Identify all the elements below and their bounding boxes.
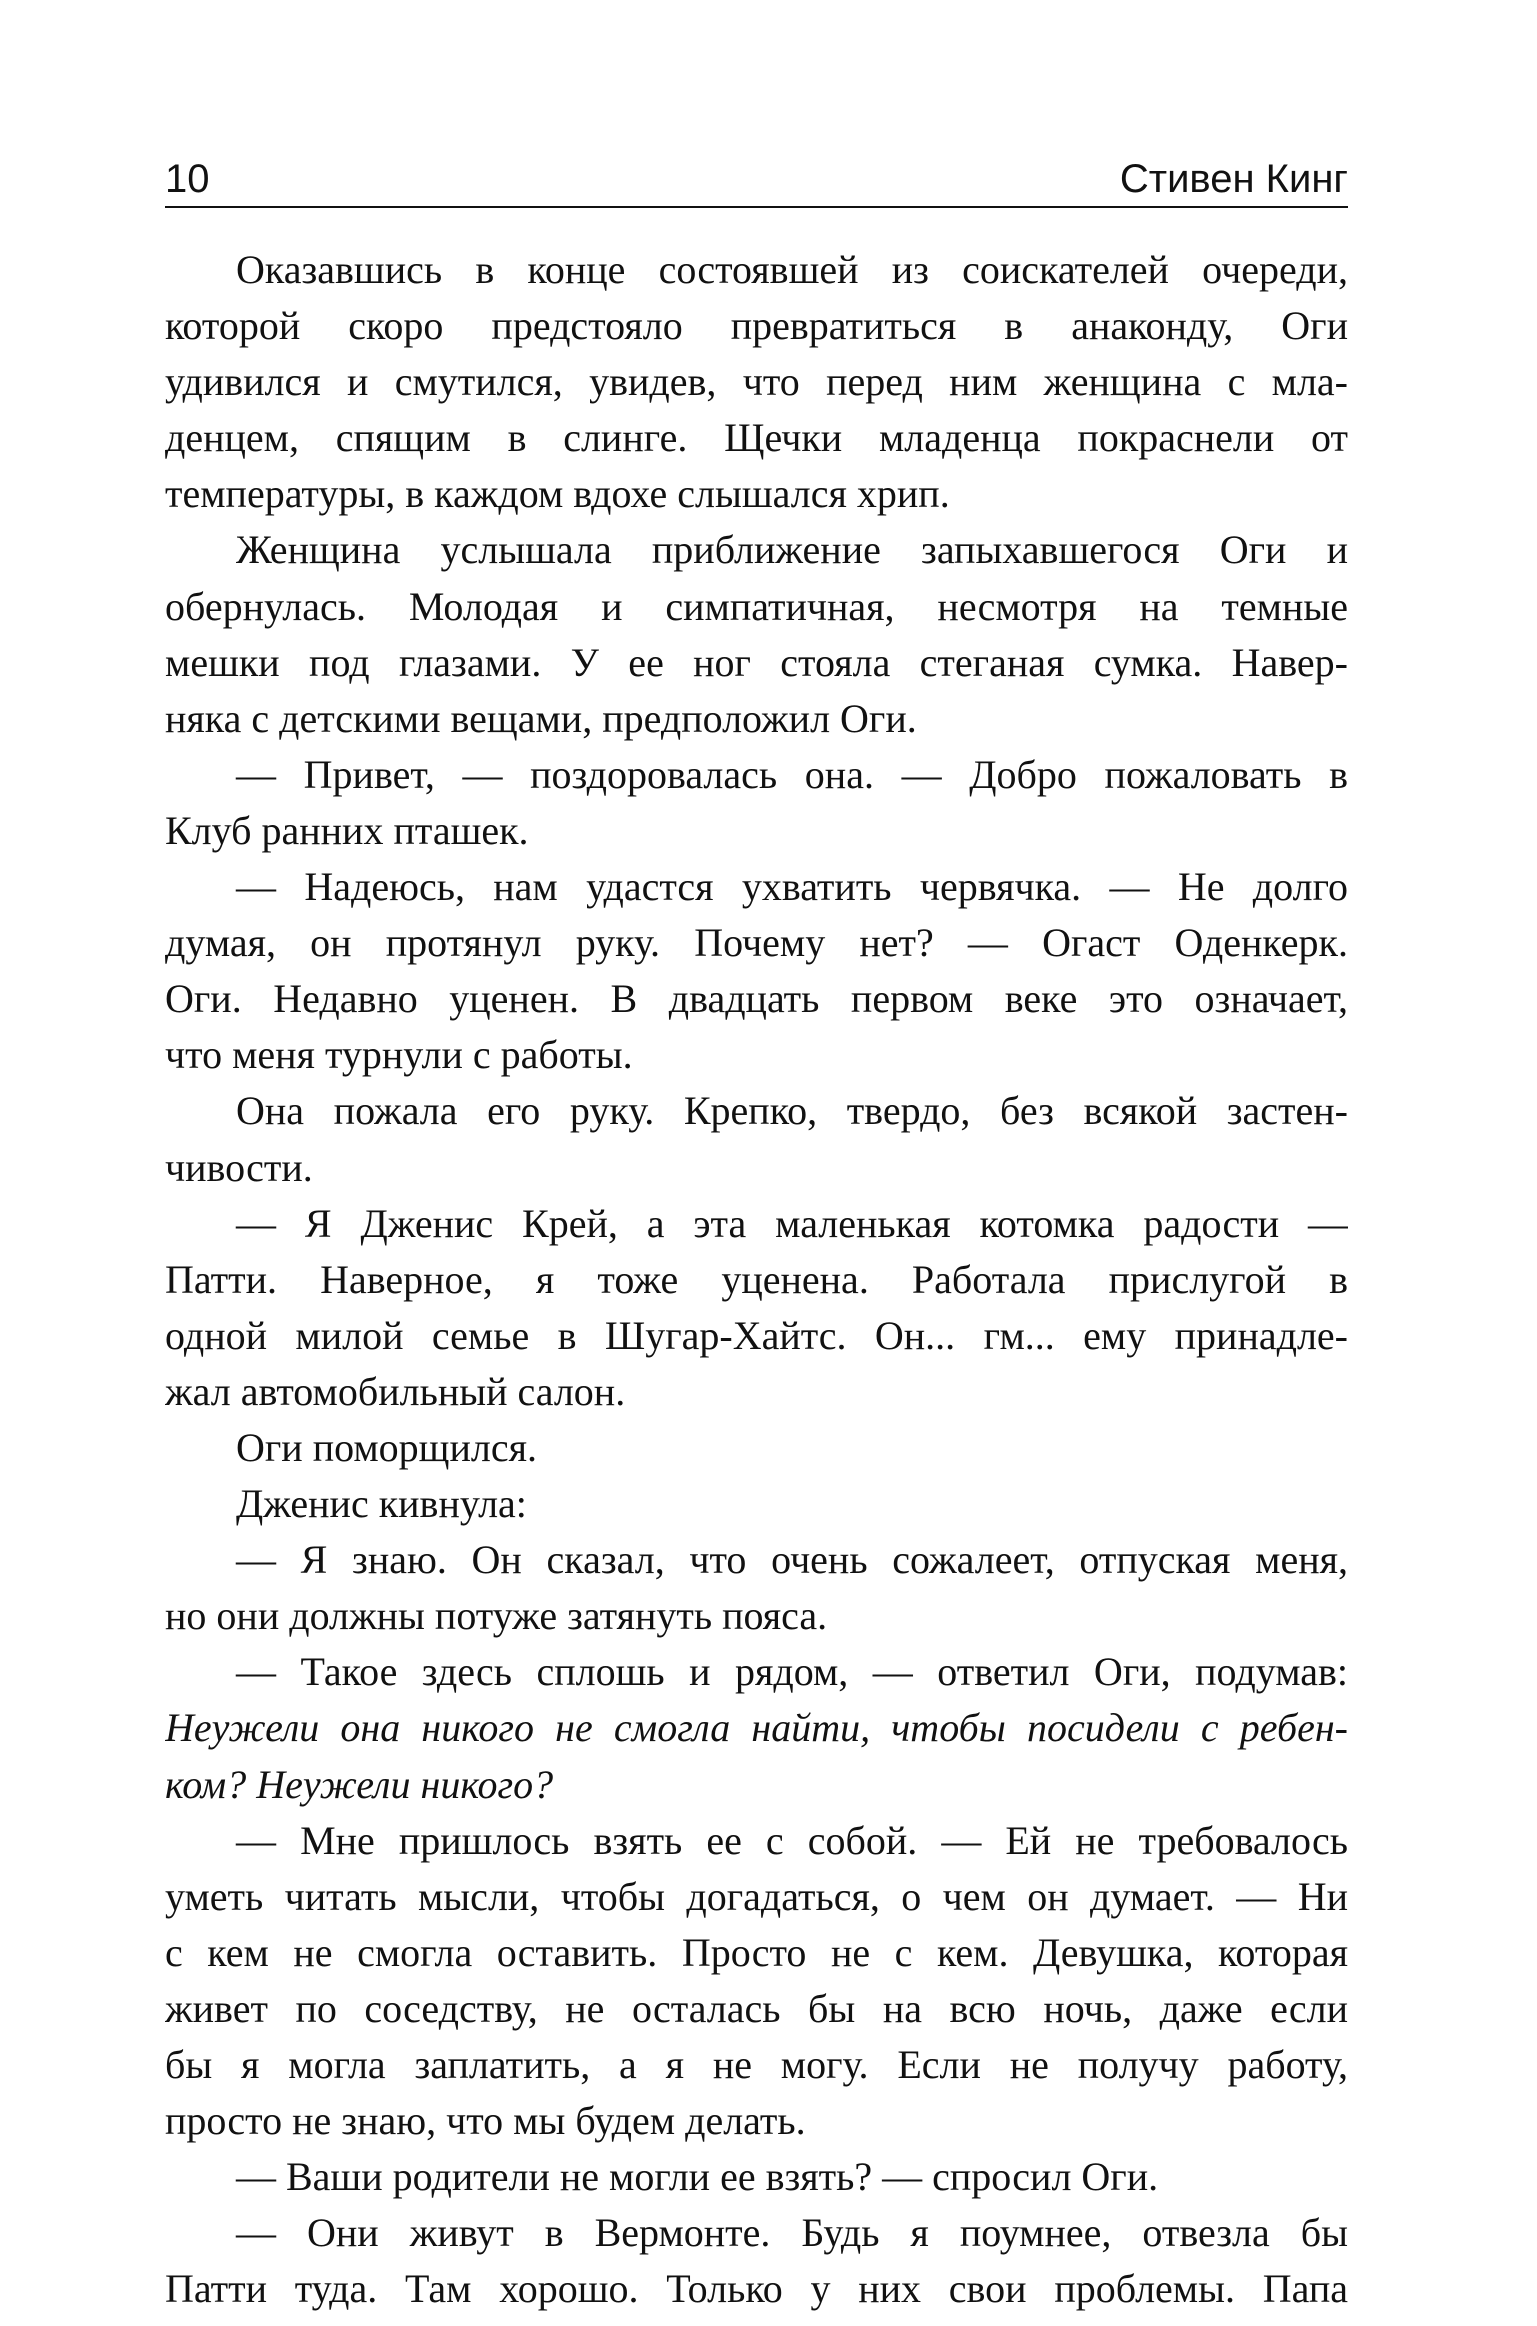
- text-line: няка с детскими вещами, предположил Оги.: [165, 695, 917, 741]
- text-line: — Они живут в Вермонте. Будь я поумнее, отвезла бы: [236, 2210, 1348, 2256]
- text-line: температуры, в каждом вдохе слышался хрип.: [165, 471, 950, 517]
- text-line: с кем не смогла оставить. Просто не с кем. Девушка, которая: [165, 1929, 1348, 1975]
- text-line: — Я Дженис Крей, а эта маленькая котомка радости —: [236, 1200, 1348, 1246]
- text-line: — Привет, — поздоровалась она. — Добро пожаловать в: [236, 751, 1348, 797]
- text-line: Неужели она никого не смогла найти, чтобы посидели с ребен-: [165, 1705, 1348, 1751]
- text-line: Оги. Недавно уценен. В двадцать первом веке это означает,: [165, 976, 1348, 1022]
- running-title: Стивен Кинг: [1119, 157, 1348, 201]
- text-line: денцем, спящим в слинге. Щечки младенца покраснели от: [165, 415, 1348, 461]
- text-line: думая, он протянул руку. Почему нет? — Огаст Оденкерк.: [165, 920, 1348, 966]
- text-line: — Мне пришлось взять ее с собой. — Ей не требовалось: [236, 1817, 1348, 1863]
- text-line: Дженис кивнула:: [236, 1481, 527, 1527]
- text-line: — Ваши родители не могли ее взять? — спросил Оги.: [236, 2154, 1159, 2200]
- page-number: 10: [165, 157, 210, 201]
- text-line: просто не знаю, что мы будем делать.: [165, 2098, 806, 2144]
- text-line: мешки под глазами. У ее ног стояла стеганая сумка. Навер-: [165, 639, 1348, 685]
- text-line: Клуб ранних пташек.: [165, 807, 529, 853]
- text-line: Женщина услышала приближение запыхавшегося Оги и: [236, 527, 1348, 573]
- text-line: Оги поморщился.: [236, 1424, 537, 1470]
- text-line: удивился и смутился, увидев, что перед ним женщина с мла-: [165, 359, 1348, 405]
- body-text: [165, 242, 1348, 2317]
- text-line: чивости.: [165, 1144, 313, 1190]
- text-line: что меня турнули с работы.: [165, 1032, 633, 1078]
- text-line: Она пожала его руку. Крепко, твердо, без всякой застен-: [236, 1088, 1348, 1134]
- text-line: бы я могла заплатить, а я не могу. Если не получу работу,: [165, 2042, 1348, 2087]
- text-line: ком? Неужели никого?: [165, 1761, 554, 1807]
- text-line: — Надеюсь, нам удастся ухватить червячка. — Не долго: [236, 864, 1348, 910]
- text-line: обернулась. Молодая и симпатичная, несмотря на темные: [165, 583, 1348, 629]
- text-line: которой скоро предстояло превратиться в анаконду, Оги: [165, 303, 1348, 349]
- text-line: уметь читать мысли, чтобы догадаться, о чем он думает. — Ни: [165, 1873, 1348, 1919]
- header-rule: [165, 206, 1348, 208]
- text-line: жал автомобильный салон.: [165, 1368, 626, 1414]
- text-line: — Я знаю. Он сказал, что очень сожалеет, отпуская меня,: [236, 1537, 1348, 1583]
- text-line: Патти. Наверное, я тоже уценена. Работала прислугой в: [165, 1256, 1348, 1302]
- text-line: живет по соседству, не осталась бы на всю ночь, даже если: [165, 1985, 1348, 2031]
- text-line: Оказавшись в конце состоявшей из соискателей очереди,: [236, 247, 1348, 292]
- text-line: Патти туда. Там хорошо. Только у них свои проблемы. Папа: [165, 2266, 1348, 2312]
- text-line: но они должны потуже затянуть пояса.: [165, 1593, 828, 1639]
- page-header: [165, 150, 1348, 210]
- text-line: — Такое здесь сплошь и рядом, — ответил Оги, подумав:: [236, 1649, 1348, 1695]
- text-line: одной милой семье в Шугар-Хайтс. Он... гм... ему принадле-: [165, 1312, 1348, 1358]
